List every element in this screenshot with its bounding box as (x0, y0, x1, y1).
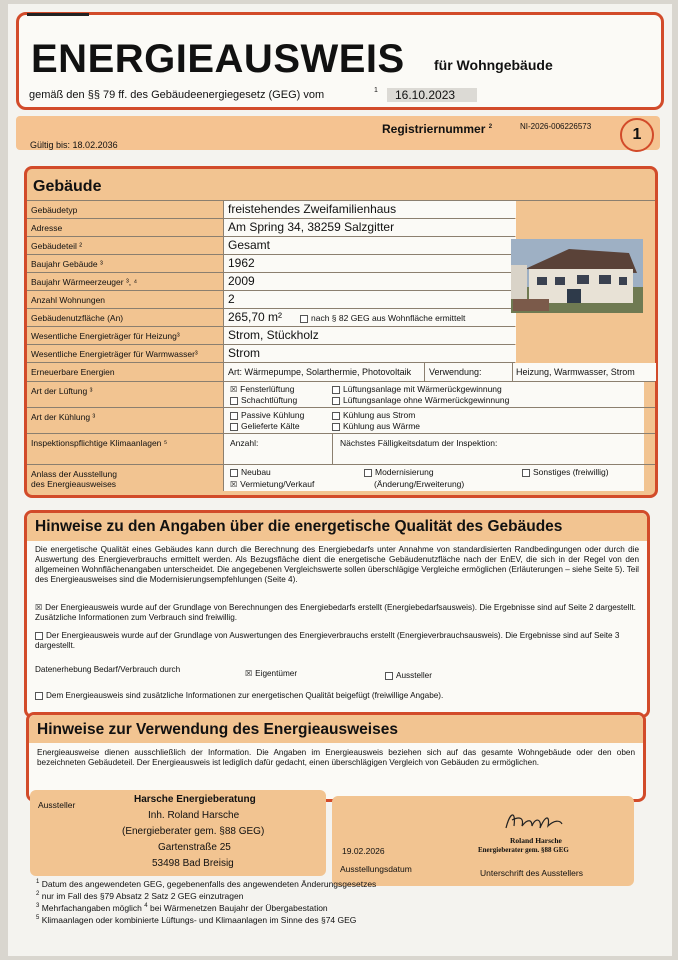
issuer-label: Aussteller (38, 800, 76, 810)
row-nutzflaeche (27, 309, 515, 327)
label-baujahr-gebaeude: Baujahr Gebäude ³ (31, 259, 103, 269)
quality-option-verbrauch: Der Energieausweis wurde auf der Grundlage von Auswertungen des Energieverbrauchs erstellt (Energieverbrauchsausweis). Die Ergebnisse sind auf Seite 3 dargestellt. (35, 631, 620, 650)
signature-name: Roland Harsche (510, 836, 562, 845)
row-gebaeudetyp (27, 201, 515, 219)
building-section-title: Gebäude (33, 178, 102, 195)
quality-notes-section (24, 510, 650, 718)
row-energietraeger-heizung (27, 327, 515, 345)
footnote-2: $^2$ nur im Fall des §79 Absatz 2 Satz 2 GEG einzutragen (36, 890, 244, 901)
geg-date: 16.10.2023 (387, 88, 477, 102)
label-anzahl-wohnungen: Anzahl Wohnungen (31, 295, 106, 305)
nutzflaeche-option: nach § 82 GEG aus Wohnfläche ermittelt (300, 313, 465, 323)
row-adresse (27, 219, 515, 237)
usage-notes-title: Hinweise zur Verwendung des Energieausweises (37, 721, 398, 738)
quality-option-bedarf: ☒ Der Energieausweis wurde auf der Grundlage von Berechnungen des Energiebedarfs erstellt (Energiebedarfsausweis). Die Ergebnisse sind auf Seite 2 dargestellt. Zusätzliche Informationen zum Verbrauch sind freiwillig. (35, 603, 636, 622)
label-erneuerbare-energien: Erneuerbare Energien (31, 367, 115, 377)
row-gebaeudeteil (27, 237, 515, 255)
issuer-person: Inh. Roland Harsche (148, 810, 240, 821)
anlass-sonstiges: Sonstiges (freiwillig) (522, 467, 609, 477)
label-gebaeudetyp: Gebäudetyp (31, 205, 78, 215)
label-lueftung: Art der Lüftung ³ (31, 386, 93, 396)
value-energietraeger-warmwasser: Strom (228, 346, 261, 360)
row-anzahl-wohnungen (27, 291, 515, 309)
usage-notes-paragraph: Energieausweise dienen ausschließlich der Information. Die Angaben im Energieausweis beziehen sich auf das gesamte Wohngebäude oder den oben bezeichneten Gebäudeteil. Der Energieausweis ist lediglich dafür gedacht, einen überschlägigen Vergleich von Gebäuden zu ermöglichen. (37, 748, 635, 767)
footnote-3-4: $^3$ Mehrfachangaben möglich $^4$ bei Wärmenetzen Baujahr der Übergabestation (36, 902, 328, 913)
datenerhebung-label: Datenerhebung Bedarf/Verbrauch durch (35, 665, 181, 674)
anlass-modernisierung: Modernisierung (364, 467, 434, 477)
issuer-qualification: (Energieberater gem. §88 GEG) (122, 826, 265, 837)
label-klimaanlagen: Inspektionspflichtige Klimaanlagen ⁵ (31, 438, 168, 448)
lueftung-schacht: Schachtlüftung (230, 395, 297, 405)
row-kuehlung (27, 408, 655, 434)
lueftung-fenster: ☒ Fensterlüftung (230, 384, 295, 394)
header-mark (27, 13, 89, 16)
footnote-5: $^5$ Klimaanlagen oder kombinierte Lüftungs- und Klimaanlagen im Sinne des §74 GEG (36, 914, 357, 925)
quality-notes-title: Hinweise zu den Angaben über die energetische Qualität des Gebäudes (35, 518, 563, 535)
value-nutzflaeche: 265,70 m² (228, 310, 283, 324)
issuer-box (30, 790, 326, 876)
lueftung-ohne-wrg: Lüftungsanlage ohne Wärmerückgewinnung (332, 395, 509, 405)
value-baujahr-gebaeude: 1962 (228, 256, 255, 270)
row-baujahr-gebaeude (27, 255, 515, 273)
label-baujahr-waermeerzeuger: Baujahr Wärmeerzeuger ³, ⁴ (31, 277, 138, 287)
usage-notes-section (26, 712, 646, 802)
label-nutzflaeche: Gebäudenutzfläche (An) (31, 313, 124, 323)
label-kuehlung: Art der Kühlung ³ (31, 412, 96, 422)
kuehlung-strom: Kühlung aus Strom (332, 410, 415, 420)
value-anzahl-wohnungen: 2 (228, 292, 235, 306)
legal-basis: gemäß den §§ 79 ff. des Gebäudeenergiegesetz (GEG) vom (29, 89, 325, 101)
anlass-neubau: Neubau (230, 467, 271, 477)
footnote-ref-1: 1 (374, 87, 378, 94)
row-klimaanlagen (27, 434, 655, 465)
registration-label: Registriernummer $^2$ (382, 122, 493, 136)
value-gebaeudeteil: Gesamt (228, 238, 271, 252)
signature-image (502, 806, 566, 834)
page-number-badge: 1 (620, 118, 654, 152)
building-section (24, 166, 658, 498)
row-lueftung (27, 382, 655, 408)
signature-title: Energieberater gem. §88 GEG (478, 846, 569, 854)
lueftung-mit-wrg: Lüftungsanlage mit Wärmerückgewinnung (332, 384, 502, 394)
row-anlass (27, 465, 655, 493)
datenerhebung-eigentuemer: ☒ Eigentümer (245, 669, 298, 678)
anlass-vermietung: ☒ Vermietung/Verkauf (230, 479, 315, 489)
value-energietraeger-heizung: Strom, Stückholz (228, 328, 319, 342)
kuehlung-passiv: Passive Kühlung (230, 410, 304, 420)
label-energietraeger-warmwasser: Wesentliche Energieträger für Warmwasser³ (31, 349, 198, 359)
document-subtitle: für Wohngebäude (434, 57, 553, 73)
quality-option-zusatz: Dem Energieausweis sind zusätzliche Informationen zur energetischen Qualität beigefügt (freiwillige Angabe). (35, 691, 443, 701)
document-title: ENERGIEAUSWEIS (31, 37, 405, 81)
signature-box (332, 796, 634, 886)
checkbox-icon (300, 315, 308, 323)
datenerhebung-aussteller: Aussteller (385, 671, 432, 681)
issuer-street: Gartenstraße 25 (158, 842, 231, 853)
row-erneuerbare-energien (27, 363, 655, 382)
label-gebaeudeteil: Gebäudeteil ² (31, 241, 83, 251)
signature-label: Unterschrift des Ausstellers (480, 868, 583, 878)
renewables-verwendung: Heizung, Warmwasser, Strom (516, 367, 635, 377)
value-gebaeudetyp: freistehendes Zweifamilienhaus (228, 202, 397, 216)
klima-faelligkeit: Nächstes Fälligkeitsdatum der Inspektion: (340, 438, 498, 448)
label-energietraeger-heizung: Wesentliche Energieträger für Heizung³ (31, 331, 180, 341)
issuer-city: 53498 Bad Breisig (152, 858, 234, 869)
kuehlung-kaelte: Gelieferte Kälte (230, 421, 300, 431)
value-adresse: Am Spring 34, 38259 Salzgitter (228, 220, 395, 234)
valid-until: Gültig bis: 18.02.2036 (30, 140, 118, 150)
renewables-art: Art: Wärmepumpe, Solarthermie, Photovoltaik (228, 367, 412, 377)
kuehlung-waerme: Kühlung aus Wärme (332, 421, 420, 431)
value-baujahr-waermeerzeuger: 2009 (228, 274, 255, 288)
row-energietraeger-warmwasser (27, 345, 515, 363)
row-baujahr-waermeerzeuger (27, 273, 515, 291)
footnote-1: $^1$ Datum des angewendeten GEG, gegebenenfalls des angewendeten Änderungsgesetzes (36, 878, 377, 889)
quality-notes-paragraph: Die energetische Qualität eines Gebäudes kann durch die Berechnung des Energiebedarfs unter Annahme von standardisierten Randbedingungen oder durch die Auswertung des Energieverbrauchs ermittelt werden. Als Bezugsfläche dient die energetische Gebäudenutzfläche nach der EnEV, die sich in der Regel von den allgemeinen Wohnflächenangaben unterscheidet. Die angegebenen Vergleichswerte sollen überschlägige Vergleiche ermöglichen (Erläuterungen – siehe Seite 5). Teil des Energieausweises sind die Modernisierungsempfehlungen (Seite 4). (35, 545, 639, 584)
anlass-modernisierung-sub: (Änderung/Erweiterung) (374, 479, 465, 489)
renewables-verwendung-label: Verwendung: (429, 367, 482, 377)
issuer-company: Harsche Energieberatung (134, 794, 256, 805)
header-box (16, 12, 664, 110)
registration-number: NI-2026-006226573 (520, 122, 592, 131)
klima-anzahl: Anzahl: (230, 438, 259, 448)
issue-date-label: Ausstellungsdatum (340, 864, 412, 874)
issue-date: 19.02.2026 (342, 846, 385, 856)
registration-bar (16, 116, 660, 150)
building-photo (511, 239, 643, 313)
label-adresse: Adresse (31, 223, 63, 233)
label-anlass: Anlass der Ausstellung des Energieausweises (31, 469, 117, 489)
